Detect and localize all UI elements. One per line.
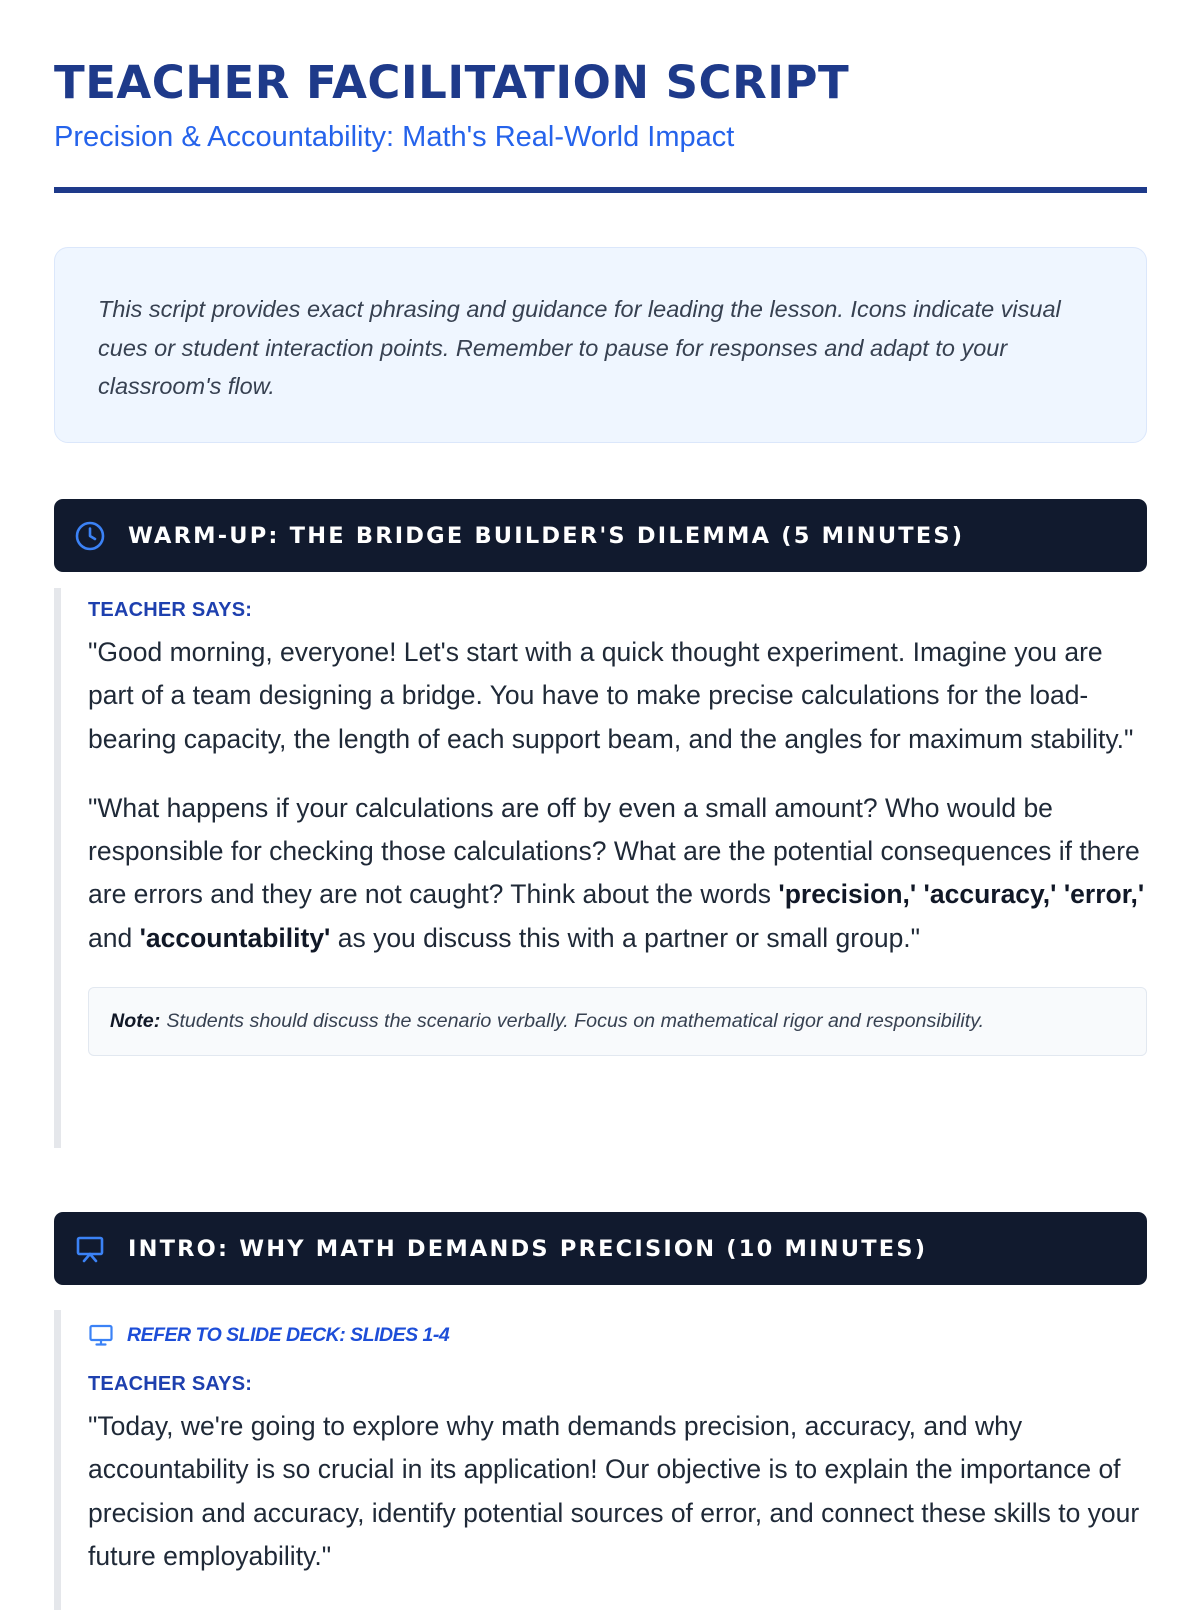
title-divider: [54, 187, 1147, 193]
emphasis-terms: 'accountability': [139, 922, 331, 953]
page-subtitle: Precision & Accountability: Math's Real-World Impact: [54, 121, 735, 153]
teacher-note-box: [88, 987, 1147, 1056]
script-paragraph: "Today, we're going to explore why math demands precision, accuracy, and why accountability is so crucial in its application! Our objective is to explain the importance of precision and accuracy, identify potential sources of error, and connect these skills to your future employability.": [88, 1411, 1140, 1571]
intro-note-box: [54, 247, 1147, 443]
teacher-says-label: TEACHER SAYS:: [88, 1373, 253, 1395]
intro-note-text: This script provides exact phrasing and guidance for leading the lesson. Icons indicate visual cues or student interaction points. Remember to pause for responses and adapt to your classroom's flow.: [98, 296, 1061, 399]
clock-icon: [73, 519, 107, 553]
section-header-intro: [54, 1212, 1147, 1285]
teacher-says-label: TEACHER SAYS:: [88, 599, 253, 621]
monitor-icon: [88, 1322, 114, 1348]
paragraph-text: "What happens if your calculations are off by even a small amount? Who would be responsible for checking those calculations? What are the potential consequences if there are errors and they are not caught? Think about the words: [88, 792, 1140, 910]
presentation-board-icon: [73, 1232, 107, 1266]
script-paragraph: "Good morning, everyone! Let's start with a quick thought experiment. Imagine you are part of a team designing a bridge. You have to make precise calculations for the load-bearing capacity, the length of each support beam, and the angles for maximum stability.": [88, 637, 1134, 754]
page-title: TEACHER FACILITATION SCRIPT: [54, 56, 850, 109]
paragraph-text: and: [88, 922, 140, 953]
section-body-warm-up: [54, 588, 1147, 1148]
paragraph-text: as you discuss this with a partner or small group.": [330, 922, 921, 953]
section-title: INTRO: WHY MATH DEMANDS PRECISION (10 MINUTES): [128, 1235, 928, 1262]
note-label: Note:: [110, 1010, 161, 1033]
slide-reference-text: REFER TO SLIDE DECK: SLIDES 1-4: [127, 1323, 450, 1346]
emphasis-terms: 'precision,' 'accuracy,' 'error,': [778, 879, 1145, 910]
note-text: Students should discuss the scenario verbally. Focus on mathematical rigor and responsibility.: [166, 1010, 985, 1033]
section-header-warm-up: [54, 499, 1147, 572]
section-title: WARM-UP: THE BRIDGE BUILDER'S DILEMMA (5 MINUTES): [128, 522, 965, 549]
slide-reference: [88, 1320, 1147, 1350]
section-body-intro: [54, 1310, 1147, 1610]
script-paragraph: [88, 787, 1147, 960]
